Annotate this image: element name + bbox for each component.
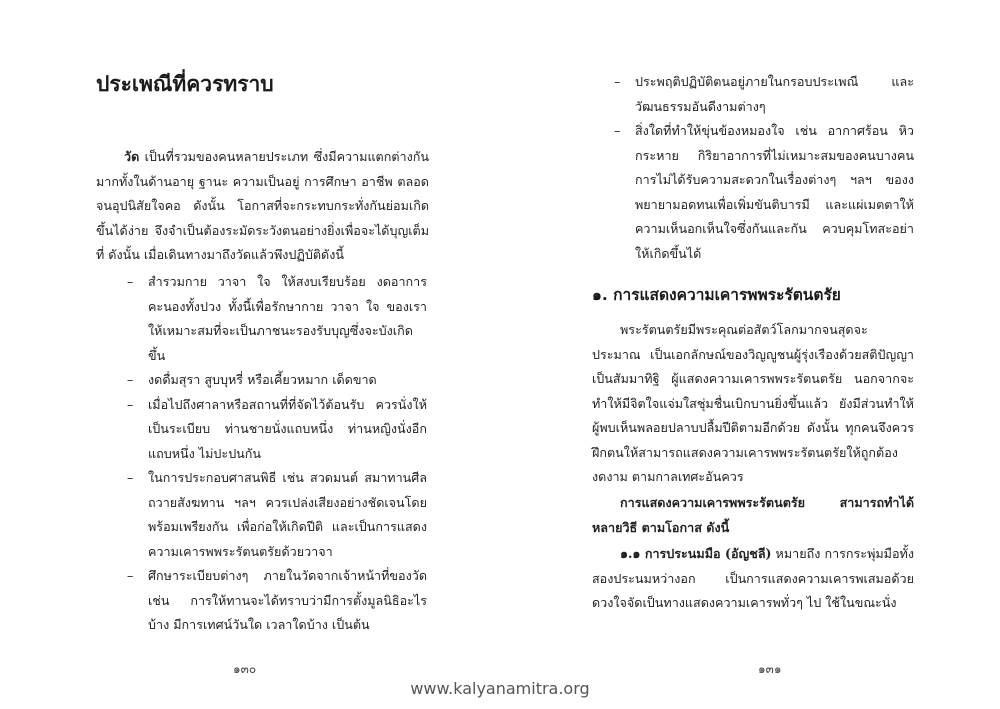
- intro-lead-word: วัด: [124, 149, 140, 164]
- subsection-lead: ๑.๑ การประนมมือ (อัญชลี): [620, 546, 772, 561]
- page-number-left: ๑๓๐: [233, 662, 257, 676]
- list-item: – เมื่อไปถึงศาลาหรือสถานที่ที่จัดไว้ต้อนรับ ควรนั่งให้เป็นระเบียบ ท่านชายนั่งแถบหนึ่ง ท่านหญิงนั่งอีกแถบหนึ่ง ไม่ปะปนกัน: [127, 393, 427, 467]
- list-item: – ศึกษาระเบียบต่างๆ ภายในวัดจากเจ้าหน้าที่ของวัด เช่น การให้ทานจะได้ทราบว่ามีการตั้งมูลนิธิอะไรบ้าง มีการเทศน์วันใด เวลาใดบ้าง เป็นต้น: [127, 564, 427, 638]
- list-item: – ประพฤติปฏิบัติตนอยู่ภายในกรอบประเพณี และวัฒนธรรมอันดีงามต่างๆ: [614, 70, 914, 119]
- body-paragraph-1: พระรัตนตรัยมีพระคุณต่อสัตว์โลกมากจนสุดจะประมาณ เป็นเอกลักษณ์ของวิญญูชนผู้รุ่งเรืองด้วยสติปัญญา เป็นสัมมาทิฐิ ผู้แสดงความเคารพพระรัตนตรัย นอกจากจะทำให้มีจิตใจแจ่มใสชุ่มชื่นเบิกบานยิ่งขึ้นแล้ว ยังมีส่วนทำให้ผู้พบเห็นพลอยปลาบปลื้มปีติตามอีกด้วย ดังนั้น ทุกคนจึงควรฝึกตนให้สามารถแสดงความเคารพพระรัตนตรัยให้ถูกต้องงดงาม ตามกาลเทศะอันควร: [592, 322, 914, 484]
- bullet-dash: –: [614, 74, 621, 89]
- bullet-dash: –: [127, 568, 134, 583]
- footer-url: www.kalyanamitra.org: [410, 679, 590, 698]
- list-item: – งดดื่มสุรา สูบบุหรี่ หรือเคี้ยวหมาก เด็ดขาด: [127, 368, 427, 393]
- left-bullet-list: [127, 270, 427, 638]
- subsection-text: หมายถึง การกระพุ่มมือทั้งสองประนมหว่างอก เป็นการแสดงความเคารพเสมอด้วยดวงใจจัดเป็นทางแสดงความเคารพทั่วๆ ไป ใช้ในขณะนั่ง: [592, 546, 914, 610]
- list-item: – สิ่งใดที่ทำให้ขุ่นข้องหมองใจ เช่น อากาศร้อน หิวกระหาย กิริยาอาการที่ไม่เหมาะสมของคนบางคน การไม่ได้รับความสะดวกในเรื่องต่างๆ ฯลฯ ของงพยายามอดทนเพื่อเพิ่มขันติบารมี และแผ่เมตตาให้ความเห็นอกเห็นใจซึ่งกันและกัน ควบคุมโทสะอย่าให้เกิดขึ้นได้: [614, 119, 914, 266]
- right-page: [500, 0, 1000, 709]
- bullet-dash: –: [127, 396, 134, 412]
- body-paragraph-2: การแสดงความเคารพพระรัตนตรัย สามารถทำได้หลายวิธี ตามโอกาส ดังนี้: [592, 495, 914, 535]
- intro-paragraph: [96, 145, 429, 268]
- page-number-right: ๑๓๑: [758, 662, 782, 676]
- right-bullet-list: [614, 70, 914, 266]
- bullet-dash: –: [614, 123, 621, 138]
- list-item: – สำรวมกาย วาจา ใจ ให้สงบเรียบร้อย งดอาการคะนองทั้งปวง ทั้งนี้เพื่อรักษากาย วาจา ใจ ของเราให้เหมาะสมที่จะเป็นภาชนะรองรับบุญซึ่งจะบังเกิดขึ้น: [127, 270, 427, 368]
- bullet-dash: –: [127, 470, 134, 485]
- bullet-dash: –: [127, 372, 134, 387]
- body-paragraph-3: [592, 542, 914, 616]
- bullet-dash: –: [127, 274, 134, 289]
- list-item: – ในการประกอบศาสนพิธี เช่น สวดมนต์ สมาทานศีล ถวายสังฆทาน ฯลฯ ควรเปล่งเสียงอย่างชัดเจนโดยพร้อมเพรียงกัน เพื่อก่อให้เกิดปีติ และเป็นการแสดงความเคารพพระรัตนตรัยด้วยวาจา: [127, 466, 427, 564]
- intro-text: เป็นที่รวมของคนหลายประเภท ซึ่งมีความแตกต่างกันมากทั้งในด้านอายุ ฐานะ ความเป็นอยู่ การศึกษา อาชีพ ตลอดจนอุปนิสัยใจคอ ดังนั้น โอกาสที่จะกระทบกระทั่งกันย่อมเกิดขึ้นได้ง่าย จึงจำเป็นต้องระมัดระวังตนอย่างยิ่งเพื่อจะได้บุญเต็มที่ ดังนั้น เมื่อเดินทางมาถึงวัดแล้วพึงปฏิบัติดังนี้: [96, 149, 429, 262]
- section-heading: ๑. การแสดงความเคารพพระรัตนตรัย: [592, 286, 841, 304]
- page-title: ประเพณีที่ควรทราบ: [96, 72, 274, 96]
